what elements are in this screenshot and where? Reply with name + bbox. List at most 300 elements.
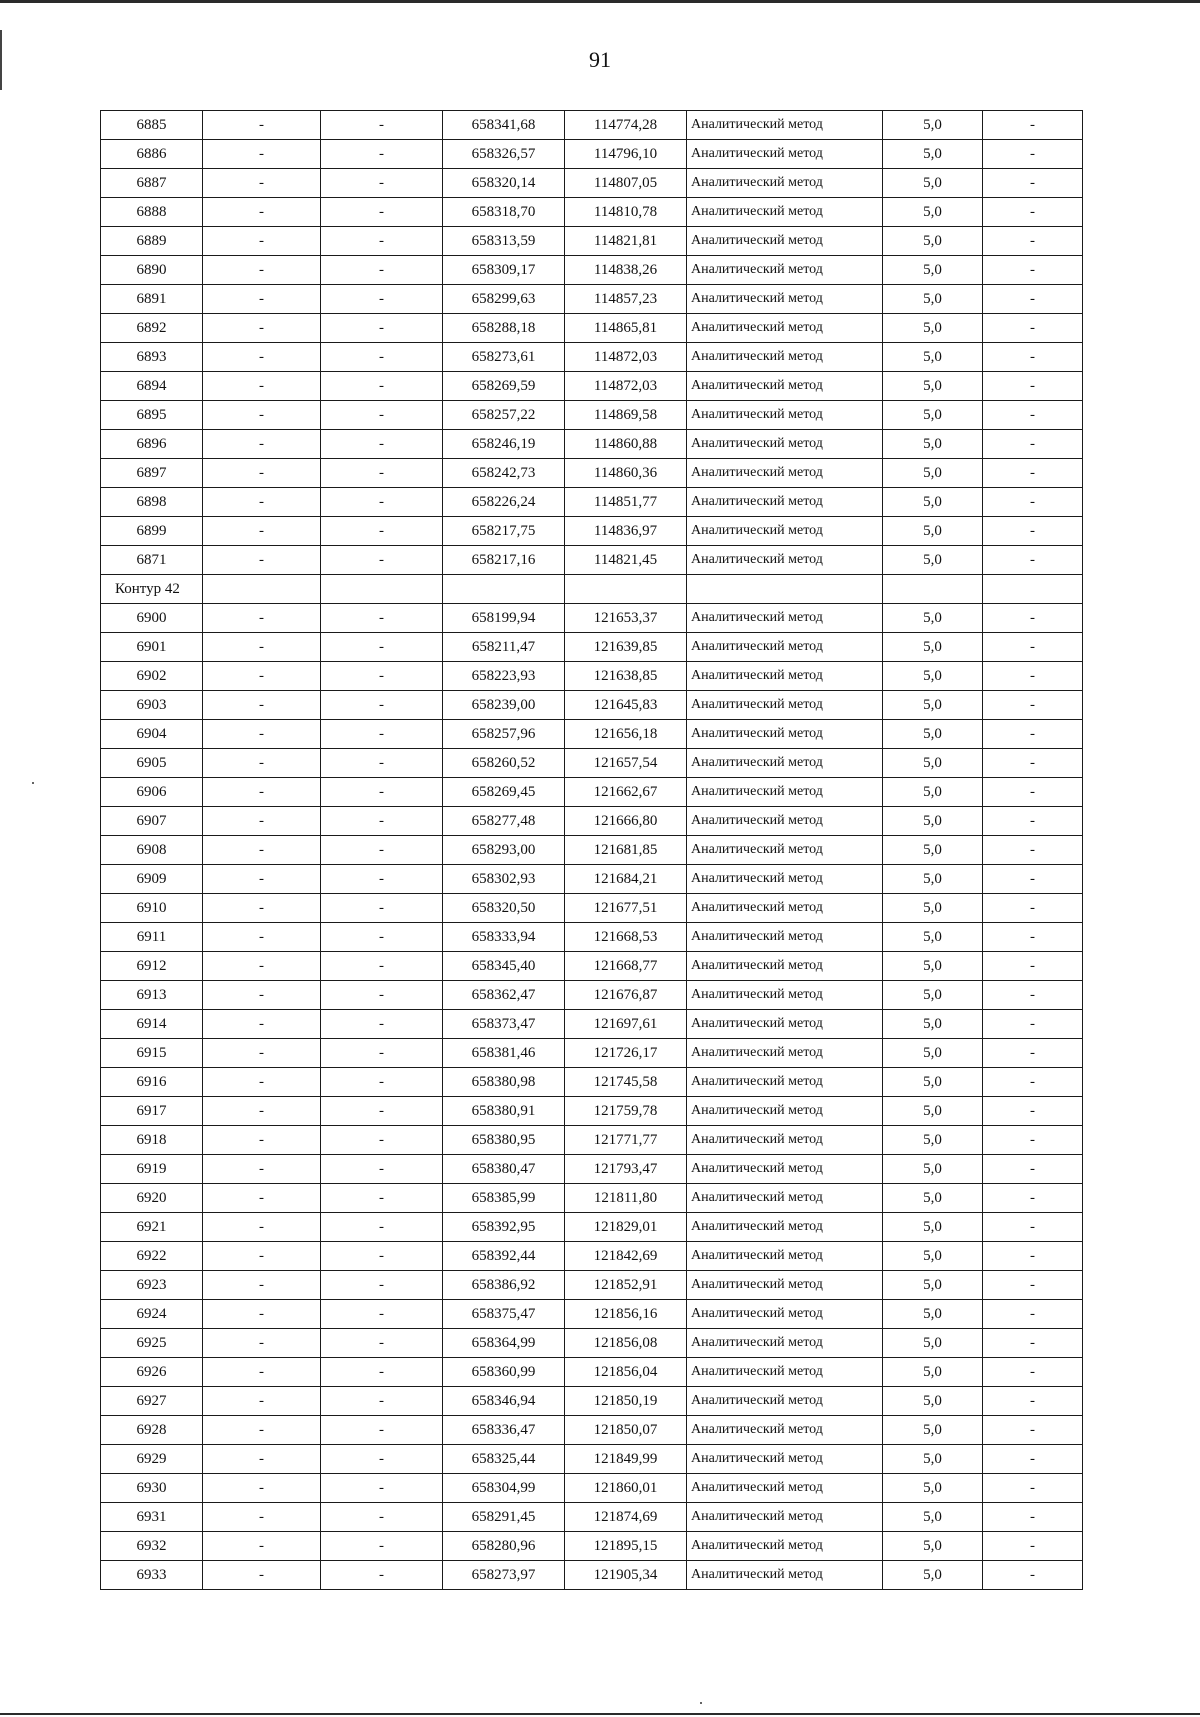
dash-cell: - [983,1387,1083,1416]
dash-cell: - [203,1329,321,1358]
dash-cell: - [203,401,321,430]
dash-cell: - [203,1039,321,1068]
dash-cell: - [203,343,321,372]
y-coordinate-cell: 121759,78 [565,1097,687,1126]
accuracy-cell: 5,0 [883,1503,983,1532]
dash-cell: - [321,517,443,546]
y-coordinate-cell: 121860,01 [565,1474,687,1503]
dash-cell: - [203,459,321,488]
x-coordinate-cell: 658313,59 [443,227,565,256]
accuracy-cell: 5,0 [883,1387,983,1416]
method-cell: Аналитический метод [687,256,883,285]
x-coordinate-cell: 658326,57 [443,140,565,169]
dash-cell: - [983,1503,1083,1532]
y-coordinate-cell: 121676,87 [565,981,687,1010]
dash-cell: - [321,546,443,575]
dash-cell: - [983,836,1083,865]
accuracy-cell: 5,0 [883,923,983,952]
y-coordinate-cell: 121849,99 [565,1445,687,1474]
dash-cell: - [203,1126,321,1155]
dash-cell: - [321,1184,443,1213]
dash-cell: - [983,1561,1083,1590]
method-cell: Аналитический метод [687,981,883,1010]
dash-cell: - [203,749,321,778]
point-number-cell: 6928 [101,1416,203,1445]
dash-cell: - [983,1213,1083,1242]
method-cell: Аналитический метод [687,1184,883,1213]
x-coordinate-cell: 658199,94 [443,604,565,633]
x-coordinate-cell: 658392,95 [443,1213,565,1242]
x-coordinate-cell: 658257,22 [443,401,565,430]
method-cell: Аналитический метод [687,1068,883,1097]
y-coordinate-cell: 114860,36 [565,459,687,488]
dash-cell: - [321,1010,443,1039]
accuracy-cell: 5,0 [883,256,983,285]
table-row [101,111,1083,140]
point-number-cell: 6922 [101,1242,203,1271]
dash-cell: - [321,343,443,372]
point-number-cell: 6871 [101,546,203,575]
dash-cell: - [321,1474,443,1503]
dash-cell: - [203,778,321,807]
dash-cell: - [321,401,443,430]
dash-cell: - [321,1503,443,1532]
method-cell: Аналитический метод [687,1532,883,1561]
contour-header-row [101,575,1083,604]
accuracy-cell: 5,0 [883,981,983,1010]
accuracy-cell: 5,0 [883,1416,983,1445]
table-row [101,1329,1083,1358]
point-number-cell: 6927 [101,1387,203,1416]
dash-cell: - [983,749,1083,778]
method-cell: Аналитический метод [687,140,883,169]
dash-cell: - [203,836,321,865]
y-coordinate-cell: 114807,05 [565,169,687,198]
dash-cell: - [983,778,1083,807]
table-row [101,662,1083,691]
page-number: 91 [589,47,611,72]
point-number-cell: 6897 [101,459,203,488]
x-coordinate-cell: 658211,47 [443,633,565,662]
point-number-cell: 6920 [101,1184,203,1213]
y-coordinate-cell: 121811,80 [565,1184,687,1213]
method-cell: Аналитический метод [687,517,883,546]
dash-cell: - [321,1039,443,1068]
y-coordinate-cell: 121684,21 [565,865,687,894]
x-coordinate-cell: 658223,93 [443,662,565,691]
table-row [101,401,1083,430]
accuracy-cell: 5,0 [883,1126,983,1155]
accuracy-cell: 5,0 [883,517,983,546]
dash-cell: - [983,662,1083,691]
x-coordinate-cell: 658362,47 [443,981,565,1010]
x-coordinate-cell: 658364,99 [443,1329,565,1358]
method-cell: Аналитический метод [687,894,883,923]
x-coordinate-cell: 658246,19 [443,430,565,459]
empty-cell [883,575,983,604]
dash-cell: - [203,256,321,285]
dash-cell: - [983,981,1083,1010]
accuracy-cell: 5,0 [883,604,983,633]
dash-cell: - [203,1184,321,1213]
dash-cell: - [203,1474,321,1503]
scan-edge-bottom [0,1713,1200,1715]
dash-cell: - [321,1242,443,1271]
accuracy-cell: 5,0 [883,546,983,575]
dash-cell: - [983,894,1083,923]
accuracy-cell: 5,0 [883,227,983,256]
empty-cell [687,575,883,604]
dash-cell: - [203,198,321,227]
y-coordinate-cell: 121856,04 [565,1358,687,1387]
x-coordinate-cell: 658280,96 [443,1532,565,1561]
x-coordinate-cell: 658380,47 [443,1155,565,1184]
x-coordinate-cell: 658299,63 [443,285,565,314]
table-row [101,894,1083,923]
dash-cell: - [321,952,443,981]
method-cell: Аналитический метод [687,1358,883,1387]
y-coordinate-cell: 121726,17 [565,1039,687,1068]
scan-speck [700,1702,702,1704]
table-row [101,1503,1083,1532]
table-row [101,343,1083,372]
accuracy-cell: 5,0 [883,401,983,430]
dash-cell: - [983,952,1083,981]
table-row [101,1010,1083,1039]
y-coordinate-cell: 114838,26 [565,256,687,285]
dash-cell: - [203,691,321,720]
point-number-cell: 6901 [101,633,203,662]
table-row [101,546,1083,575]
accuracy-cell: 5,0 [883,662,983,691]
dash-cell: - [983,372,1083,401]
x-coordinate-cell: 658325,44 [443,1445,565,1474]
table-row [101,1097,1083,1126]
dash-cell: - [203,604,321,633]
y-coordinate-cell: 121681,85 [565,836,687,865]
dash-cell: - [983,1532,1083,1561]
table-row [101,285,1083,314]
dash-cell: - [321,894,443,923]
dash-cell: - [321,111,443,140]
method-cell: Аналитический метод [687,285,883,314]
dash-cell: - [203,662,321,691]
dash-cell: - [321,372,443,401]
accuracy-cell: 5,0 [883,285,983,314]
x-coordinate-cell: 658288,18 [443,314,565,343]
dash-cell: - [983,1126,1083,1155]
method-cell: Аналитический метод [687,1039,883,1068]
method-cell: Аналитический метод [687,488,883,517]
method-cell: Аналитический метод [687,314,883,343]
accuracy-cell: 5,0 [883,836,983,865]
method-cell: Аналитический метод [687,1010,883,1039]
table-row [101,1213,1083,1242]
accuracy-cell: 5,0 [883,459,983,488]
table-row [101,1561,1083,1590]
method-cell: Аналитический метод [687,604,883,633]
point-number-cell: 6904 [101,720,203,749]
dash-cell: - [321,749,443,778]
method-cell: Аналитический метод [687,227,883,256]
point-number-cell: 6907 [101,807,203,836]
dash-cell: - [203,894,321,923]
accuracy-cell: 5,0 [883,1097,983,1126]
method-cell: Аналитический метод [687,198,883,227]
table-row [101,720,1083,749]
x-coordinate-cell: 658293,00 [443,836,565,865]
method-cell: Аналитический метод [687,1445,883,1474]
accuracy-cell: 5,0 [883,1300,983,1329]
dash-cell: - [203,1010,321,1039]
y-coordinate-cell: 121852,91 [565,1271,687,1300]
y-coordinate-cell: 114872,03 [565,372,687,401]
dash-cell: - [983,633,1083,662]
method-cell: Аналитический метод [687,1126,883,1155]
method-cell: Аналитический метод [687,691,883,720]
dash-cell: - [983,1358,1083,1387]
method-cell: Аналитический метод [687,865,883,894]
y-coordinate-cell: 121677,51 [565,894,687,923]
table-row [101,517,1083,546]
accuracy-cell: 5,0 [883,749,983,778]
x-coordinate-cell: 658304,99 [443,1474,565,1503]
dash-cell: - [203,227,321,256]
y-coordinate-cell: 121657,54 [565,749,687,778]
y-coordinate-cell: 121905,34 [565,1561,687,1590]
accuracy-cell: 5,0 [883,1010,983,1039]
method-cell: Аналитический метод [687,749,883,778]
dash-cell: - [321,1213,443,1242]
dash-cell: - [983,459,1083,488]
dash-cell: - [321,1416,443,1445]
table-row [101,1039,1083,1068]
table-row [101,1387,1083,1416]
dash-cell: - [203,1445,321,1474]
accuracy-cell: 5,0 [883,952,983,981]
x-coordinate-cell: 658336,47 [443,1416,565,1445]
dash-cell: - [203,430,321,459]
y-coordinate-cell: 114836,97 [565,517,687,546]
dash-cell: - [321,1271,443,1300]
point-number-cell: 6892 [101,314,203,343]
dash-cell: - [983,314,1083,343]
y-coordinate-cell: 121653,37 [565,604,687,633]
dash-cell: - [321,285,443,314]
table-row [101,836,1083,865]
dash-cell: - [203,169,321,198]
dash-cell: - [203,546,321,575]
point-number-cell: 6921 [101,1213,203,1242]
x-coordinate-cell: 658273,97 [443,1561,565,1590]
accuracy-cell: 5,0 [883,314,983,343]
dash-cell: - [983,1068,1083,1097]
scan-speck [32,782,34,784]
dash-cell: - [203,1387,321,1416]
x-coordinate-cell: 658226,24 [443,488,565,517]
empty-cell [203,575,321,604]
y-coordinate-cell: 121856,16 [565,1300,687,1329]
table-row [101,459,1083,488]
dash-cell: - [321,662,443,691]
x-coordinate-cell: 658381,46 [443,1039,565,1068]
accuracy-cell: 5,0 [883,807,983,836]
dash-cell: - [983,401,1083,430]
method-cell: Аналитический метод [687,952,883,981]
table-row [101,633,1083,662]
x-coordinate-cell: 658346,94 [443,1387,565,1416]
dash-cell: - [203,1155,321,1184]
method-cell: Аналитический метод [687,807,883,836]
dash-cell: - [203,865,321,894]
dash-cell: - [203,807,321,836]
dash-cell: - [983,1416,1083,1445]
x-coordinate-cell: 658217,75 [443,517,565,546]
dash-cell: - [203,1068,321,1097]
table-row [101,1242,1083,1271]
dash-cell: - [983,517,1083,546]
point-number-cell: 6930 [101,1474,203,1503]
table-row [101,749,1083,778]
x-coordinate-cell: 658309,17 [443,256,565,285]
point-number-cell: 6914 [101,1010,203,1039]
empty-cell [565,575,687,604]
table-row [101,169,1083,198]
dash-cell: - [983,111,1083,140]
dash-cell: - [983,140,1083,169]
scan-edge-top [0,0,1200,3]
point-number-cell: 6894 [101,372,203,401]
dash-cell: - [321,314,443,343]
x-coordinate-cell: 658345,40 [443,952,565,981]
point-number-cell: 6918 [101,1126,203,1155]
point-number-cell: 6886 [101,140,203,169]
point-number-cell: 6932 [101,1532,203,1561]
point-number-cell: 6899 [101,517,203,546]
x-coordinate-cell: 658392,44 [443,1242,565,1271]
table-row [101,1358,1083,1387]
dash-cell: - [321,836,443,865]
accuracy-cell: 5,0 [883,1039,983,1068]
dash-cell: - [983,1010,1083,1039]
dash-cell: - [983,1445,1083,1474]
point-number-cell: 6933 [101,1561,203,1590]
dash-cell: - [321,1329,443,1358]
y-coordinate-cell: 121668,53 [565,923,687,952]
table-row [101,140,1083,169]
method-cell: Аналитический метод [687,111,883,140]
dash-cell: - [203,1561,321,1590]
x-coordinate-cell: 658260,52 [443,749,565,778]
table-row [101,952,1083,981]
table-row [101,1474,1083,1503]
method-cell: Аналитический метод [687,1329,883,1358]
x-coordinate-cell: 658291,45 [443,1503,565,1532]
x-coordinate-cell: 658380,95 [443,1126,565,1155]
dash-cell: - [203,633,321,662]
dash-cell: - [983,227,1083,256]
point-number-cell: 6885 [101,111,203,140]
dash-cell: - [203,1358,321,1387]
dash-cell: - [321,923,443,952]
dash-cell: - [321,198,443,227]
empty-cell [983,575,1083,604]
dash-cell: - [203,1300,321,1329]
table-row [101,198,1083,227]
y-coordinate-cell: 121842,69 [565,1242,687,1271]
method-cell: Аналитический метод [687,662,883,691]
point-number-cell: 6887 [101,169,203,198]
y-coordinate-cell: 121645,83 [565,691,687,720]
method-cell: Аналитический метод [687,1097,883,1126]
dash-cell: - [321,256,443,285]
dash-cell: - [203,285,321,314]
dash-cell: - [321,1561,443,1590]
y-coordinate-cell: 121856,08 [565,1329,687,1358]
dash-cell: - [983,256,1083,285]
y-coordinate-cell: 121666,80 [565,807,687,836]
dash-cell: - [321,1358,443,1387]
empty-cell [321,575,443,604]
table-row [101,1155,1083,1184]
accuracy-cell: 5,0 [883,1358,983,1387]
y-coordinate-cell: 114810,78 [565,198,687,227]
dash-cell: - [321,227,443,256]
dash-cell: - [321,1387,443,1416]
point-number-cell: 6902 [101,662,203,691]
table-row [101,1068,1083,1097]
point-number-cell: 6924 [101,1300,203,1329]
point-number-cell: 6909 [101,865,203,894]
dash-cell: - [203,1532,321,1561]
dash-cell: - [321,488,443,517]
point-number-cell: 6915 [101,1039,203,1068]
y-coordinate-cell: 114865,81 [565,314,687,343]
accuracy-cell: 5,0 [883,1561,983,1590]
dash-cell: - [321,430,443,459]
point-number-cell: 6919 [101,1155,203,1184]
y-coordinate-cell: 121697,61 [565,1010,687,1039]
dash-cell: - [321,1097,443,1126]
accuracy-cell: 5,0 [883,1242,983,1271]
dash-cell: - [983,1329,1083,1358]
table-row [101,1271,1083,1300]
dash-cell: - [983,1300,1083,1329]
x-coordinate-cell: 658257,96 [443,720,565,749]
accuracy-cell: 5,0 [883,865,983,894]
x-coordinate-cell: 658380,91 [443,1097,565,1126]
table-row [101,1184,1083,1213]
x-coordinate-cell: 658242,73 [443,459,565,488]
dash-cell: - [983,285,1083,314]
point-number-cell: 6925 [101,1329,203,1358]
method-cell: Аналитический метод [687,720,883,749]
table-row [101,256,1083,285]
accuracy-cell: 5,0 [883,633,983,662]
y-coordinate-cell: 121874,69 [565,1503,687,1532]
y-coordinate-cell: 114860,88 [565,430,687,459]
y-coordinate-cell: 121656,18 [565,720,687,749]
dash-cell: - [983,1097,1083,1126]
y-coordinate-cell: 114796,10 [565,140,687,169]
accuracy-cell: 5,0 [883,111,983,140]
dash-cell: - [203,923,321,952]
method-cell: Аналитический метод [687,836,883,865]
x-coordinate-cell: 658320,50 [443,894,565,923]
y-coordinate-cell: 121662,67 [565,778,687,807]
table-row [101,488,1083,517]
dash-cell: - [983,807,1083,836]
